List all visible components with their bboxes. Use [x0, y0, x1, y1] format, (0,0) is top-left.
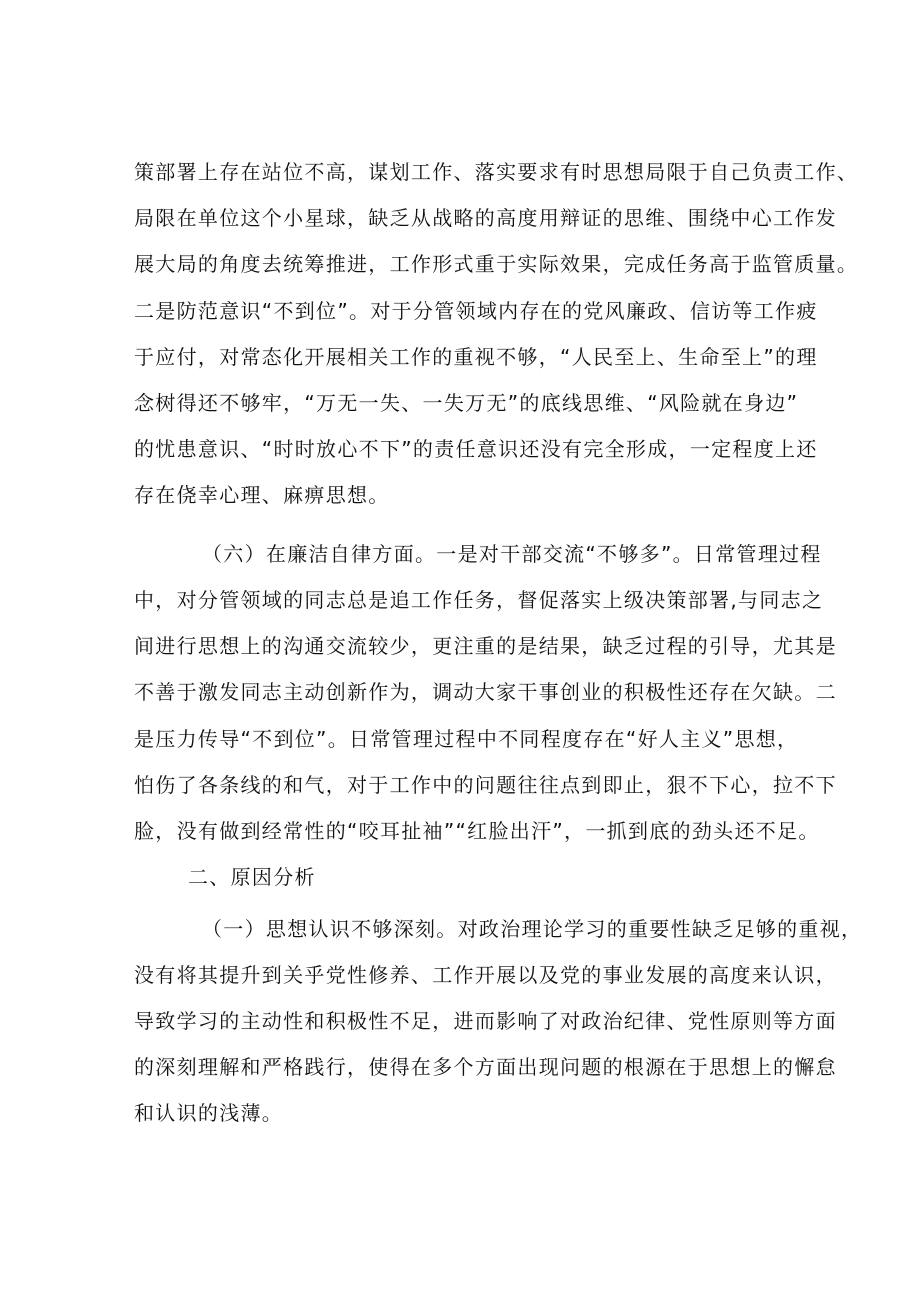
text-line: 导致学习的主动性和积极性不足，进而影响了对政治纪律、党性原则等方面: [134, 1009, 837, 1033]
text-line: 局限在单位这个小星球，缺乏从战略的高度用辩证的思维、围绕中心工作发: [134, 206, 837, 230]
section-heading: 二、原因分析: [188, 865, 316, 889]
text-line: 的忧患意识、“时时放心不下”的责任意识还没有完全形成，一定程度上还: [134, 437, 818, 461]
text-line: 二是防范意识“不到位”。对于分管领域内存在的党风廉政、信访等工作疲: [134, 299, 818, 323]
text-line: 展大局的角度去统筹推进，工作形式重于实际效果，完成任务高于监管质量。: [134, 252, 859, 276]
text-line: 于应付，对常态化开展相关工作的重视不够，“人民至上、生命至上”的理: [134, 345, 818, 369]
section-heading: （一）思想认识不够深刻。对政治理论学习的重要性缺乏足够的重视，: [202, 917, 863, 941]
text-line: 和认识的浅薄。: [134, 1101, 284, 1125]
text-line: 是压力传导“不到位”。日常管理过程中不同程度存在“好人主义”思想，: [134, 727, 799, 751]
text-line: 的深刻理解和严格践行，使得在多个方面出现问题的根源在于思想上的懈怠: [134, 1055, 837, 1079]
text-line: 不善于激发同志主动创新作为，调动大家干事创业的积极性还存在欠缺。二: [134, 680, 837, 704]
text-line: 中，对分管领域的同志总是追工作任务，督促落实上级决策部署,与同志之: [134, 588, 824, 612]
text-line: 存在侥幸心理、麻痹思想。: [134, 483, 390, 507]
text-line: 策部署上存在站位不高，谋划工作、落实要求有时思想局限于自己负责工作、: [134, 160, 859, 184]
text-line: 脸，没有做到经常性的“咬耳扯袖”“红脸出汗”，一抓到底的劲头还不足。: [134, 819, 820, 843]
text-line: 念树得还不够牢，“万无一失、一失万无”的底线思维、“风险就在身边”: [134, 391, 799, 415]
section-heading: （六）在廉洁自律方面。一是对干部交流“不够多”。日常管理过程: [202, 542, 822, 566]
text-line: 怕伤了各条线的和气，对于工作中的问题往往点到即止，狠不下心，拉不下: [134, 773, 837, 797]
text-line: 间进行思想上的沟通交流较少，更注重的是结果，缺乏过程的引导，尤其是: [134, 634, 837, 658]
text-line: 没有将其提升到关乎党性修养、工作开展以及党的事业发展的高度来认识，: [134, 963, 837, 987]
